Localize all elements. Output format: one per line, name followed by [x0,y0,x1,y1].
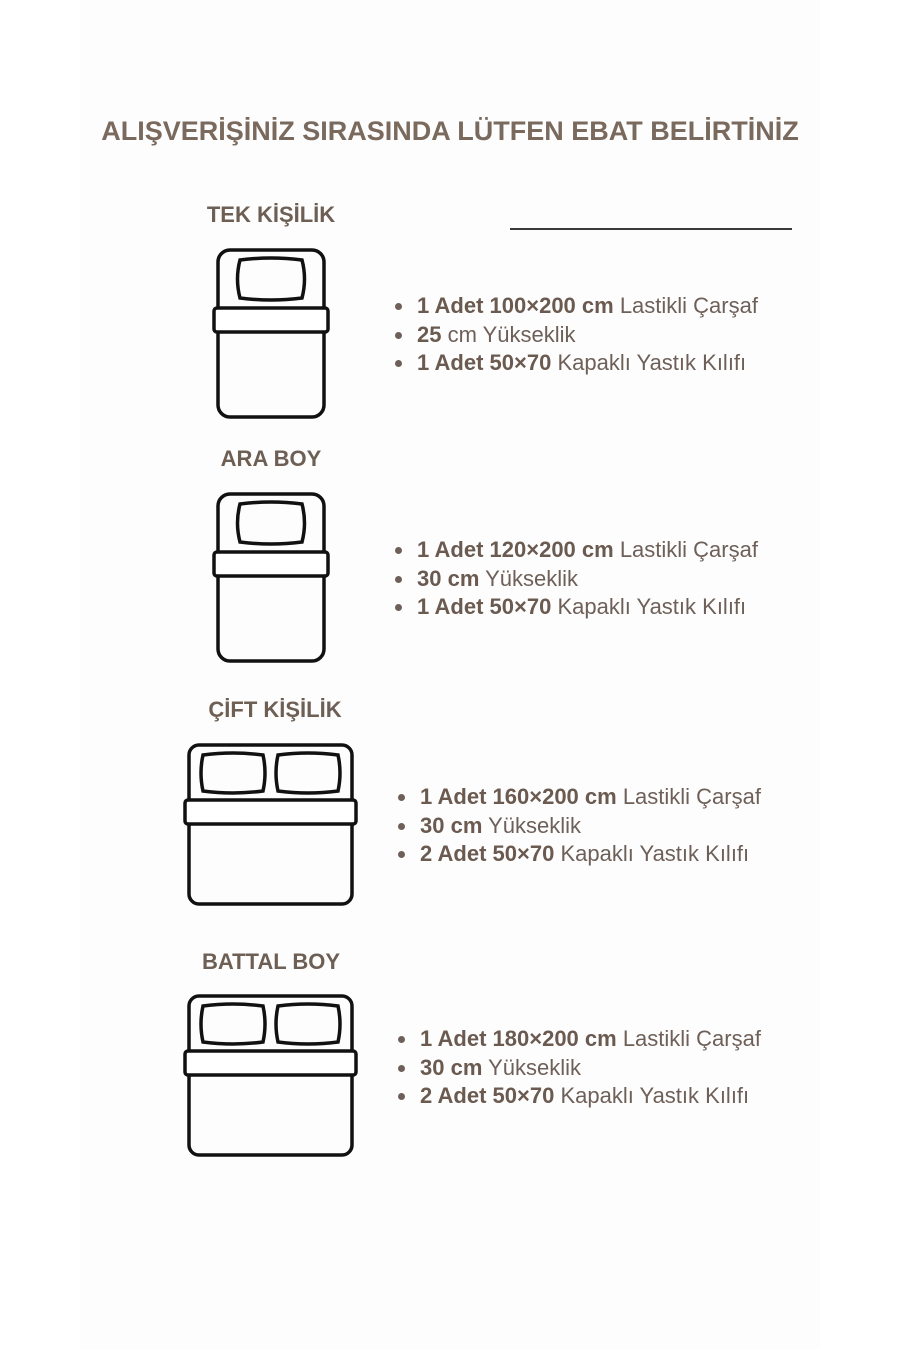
list-item: 2 Adet 50×70 Kapaklı Yastık Kılıfı [398,840,761,869]
spec-list-cift-kisilik [398,783,761,869]
single-bed-icon [212,248,332,420]
list-item: 1 Adet 120×200 cm Lastikli Çarşaf [395,536,758,565]
list-item: 30 cm Yükseklik [395,565,758,594]
divider-line [510,228,792,230]
double-bed-icon [183,994,361,1159]
size-heading-battal-boy: BATTAL BOY [201,949,341,974]
page-title: ALIŞVERİŞİNİZ SIRASINDA LÜTFEN EBAT BELİRTİNİZ [101,116,799,146]
spec-list-battal-boy [398,1025,761,1111]
list-item: 1 Adet 160×200 cm Lastikli Çarşaf [398,783,761,812]
spec-list-ara-boy [395,536,758,622]
size-heading-cift-kisilik: ÇİFT KİŞİLİK [208,697,342,722]
list-item: 30 cm Yükseklik [398,812,761,841]
list-item: 2 Adet 50×70 Kapaklı Yastık Kılıfı [398,1082,761,1111]
size-heading-ara-boy: ARA BOY [220,446,322,471]
list-item: 1 Adet 50×70 Kapaklı Yastık Kılıfı [395,593,758,622]
list-item: 1 Adet 180×200 cm Lastikli Çarşaf [398,1025,761,1054]
list-item: 30 cm Yükseklik [398,1054,761,1083]
double-bed-icon [183,743,361,908]
single-bed-icon [212,492,332,664]
size-heading-tek-kisilik: TEK KİŞİLİK [206,202,336,227]
spec-list-tek-kisilik [395,292,758,378]
list-item: 1 Adet 50×70 Kapaklı Yastık Kılıfı [395,349,758,378]
list-item: 1 Adet 100×200 cm Lastikli Çarşaf [395,292,758,321]
list-item: 25 cm Yükseklik [395,321,758,350]
